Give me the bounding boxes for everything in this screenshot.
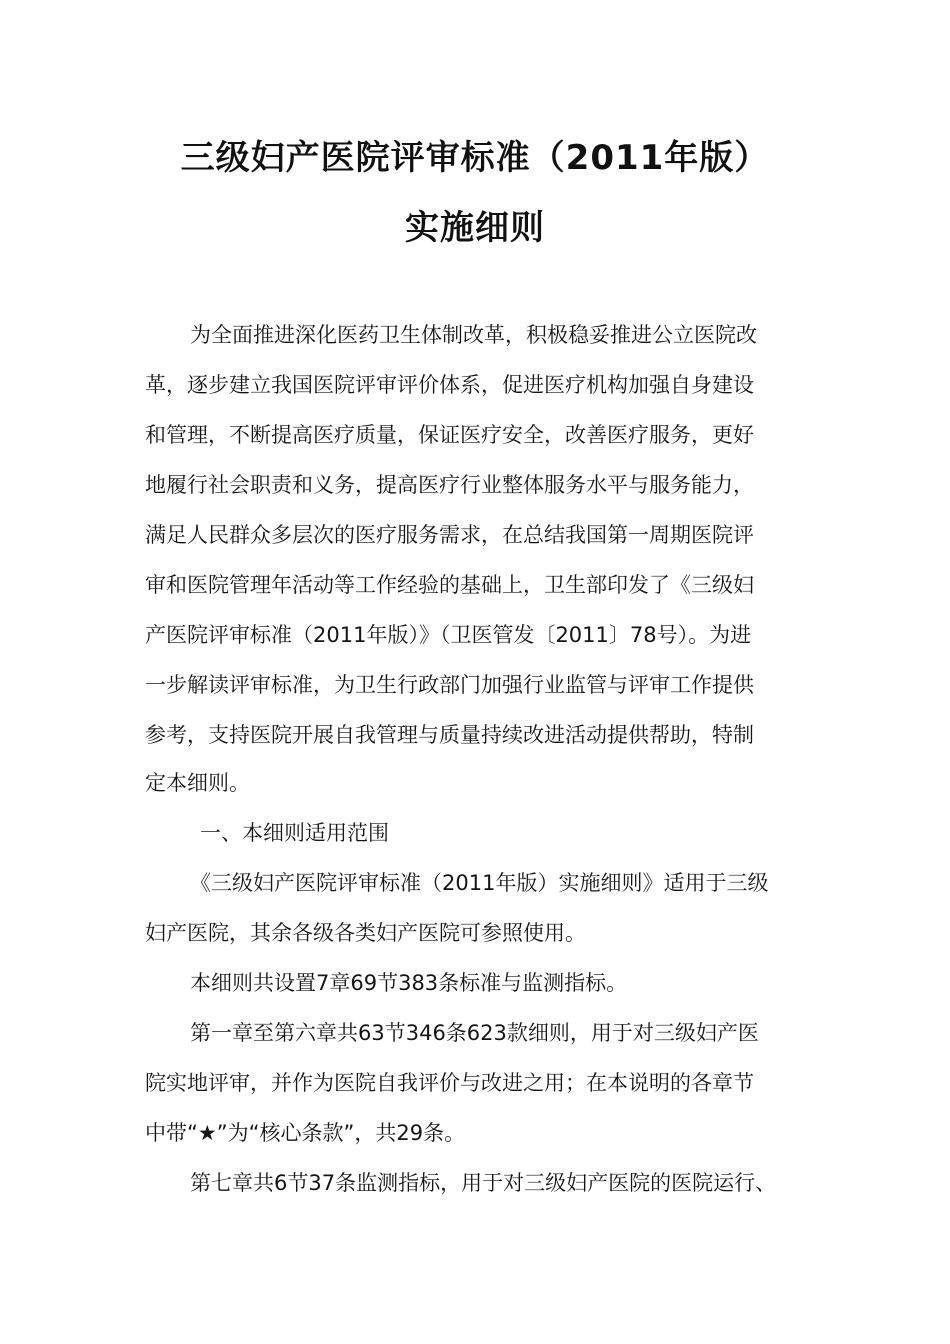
document-subtitle: 实施细则 bbox=[405, 208, 545, 248]
paragraph-line: 审和医院管理年活动等工作经验的基础上，卫生部印发了《三级妇 bbox=[145, 573, 754, 597]
paragraph-line: 产医院评审标准（2011年版）》（卫医管发〔2011〕78号）。为进 bbox=[145, 623, 752, 647]
paragraph-line: 参考，支持医院开展自我管理与质量持续改进活动提供帮助，特制 bbox=[145, 723, 754, 747]
paragraph-line: 和管理，不断提高医疗质量，保证医疗安全，改善医疗服务，更好 bbox=[145, 423, 754, 447]
paragraph-line: 定本细则。 bbox=[145, 771, 250, 795]
paragraph-line: 第七章共6节37条监测指标，用于对三级妇产医院的医院运行、 bbox=[190, 1171, 777, 1195]
section-heading: 一、本细则适用范围 bbox=[200, 821, 389, 845]
document-title: 三级妇产医院评审标准（2011年版） bbox=[180, 138, 770, 178]
paragraph-line: 妇产医院，其余各级各类妇产医院可参照使用。 bbox=[145, 921, 586, 945]
paragraph-line: 满足人民群众多层次的医疗服务需求，在总结我国第一周期医院评 bbox=[145, 523, 754, 547]
paragraph-line: 一步解读评审标准，为卫生行政部门加强行业监管与评审工作提供 bbox=[145, 673, 754, 697]
paragraph-line: 第一章至第六章共63节346条623款细则，用于对三级妇产医 bbox=[190, 1021, 759, 1045]
paragraph-line: 《三级妇产医院评审标准（2011年版）实施细则》适用于三级 bbox=[190, 871, 769, 895]
paragraph-line: 地履行社会职责和义务，提高医疗行业整体服务水平与服务能力， bbox=[145, 473, 754, 497]
paragraph-line: 中带“★”为“核心条款”，共29条。 bbox=[145, 1121, 466, 1145]
paragraph-line: 革，逐步建立我国医院评审评价体系，促进医疗机构加强自身建设 bbox=[145, 373, 754, 397]
paragraph-line: 院实地评审，并作为医院自我评价与改进之用；在本说明的各章节 bbox=[145, 1071, 754, 1095]
paragraph-line: 本细则共设置7章69节383条标准与监测指标。 bbox=[190, 971, 628, 995]
paragraph-line: 为全面推进深化医药卫生体制改革，积极稳妥推进公立医院改 bbox=[190, 323, 757, 347]
